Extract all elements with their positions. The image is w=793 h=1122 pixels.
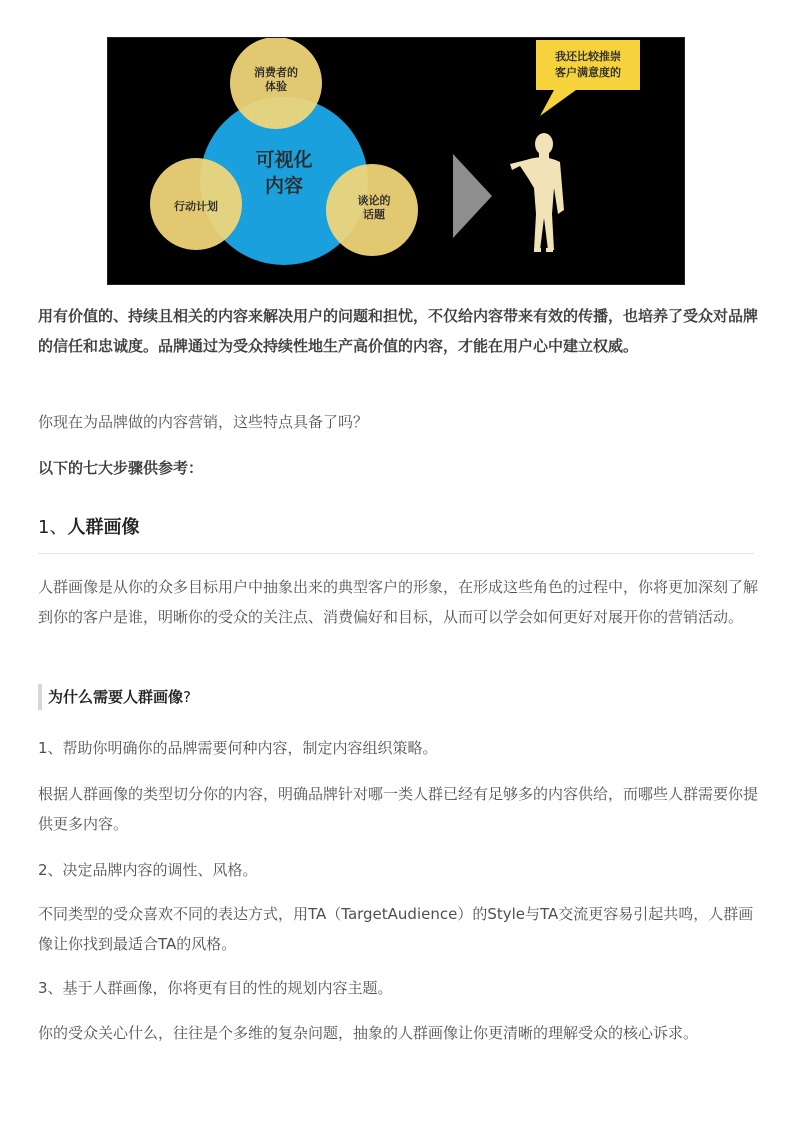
point-1: 1、帮助你明确你的品牌需要何种内容，制定内容组织策略。 [38, 739, 438, 757]
right-circle-line2: 话题 [363, 208, 385, 221]
right-circle-line1: 谈论的 [357, 194, 391, 207]
subsection-mark: ? [183, 688, 191, 706]
venn-diagram [108, 38, 685, 285]
section-title: 人群画像 [67, 517, 140, 538]
point-3-body: 你的受众关心什么，往往是个多维的复杂问题，抽象的人群画像让你更清晰的理解受众的核心诉求。 [38, 1024, 699, 1042]
hero-illustration [107, 37, 685, 285]
point-2: 2、决定品牌内容的调性、风格。 [38, 861, 258, 879]
arrow-icon [453, 154, 492, 238]
section-body: 人群画像是从你的众多目标用户中抽象出来的典型客户的形象，在形成这些角色的过程中，你将更加深刻了解到你的客户是谁，明晰你的受众的关注点、消费偏好和目标，从而可以学会如何更好对展开你的营销活动。 [38, 578, 759, 626]
center-circle-line1: 可视化 [255, 149, 313, 171]
top-circle-line1: 消费者的 [254, 66, 298, 79]
intro-paragraph: 用有价值的、持续且相关的内容来解决用户的问题和担忧，不仅给内容带来有效的传播，也培养了受众对品牌的信任和忠诚度。品牌通过为受众持续性地生产高价值的内容，才能在用户心中建立权威。 [38, 307, 759, 355]
point-3: 3、基于人群画像，你将更有目的性的规划内容主题。 [38, 979, 393, 997]
left-circle-label: 行动计划 [174, 200, 218, 213]
subsection-heading [38, 684, 191, 710]
bubble-line1: 我还比较推崇 [555, 50, 621, 63]
person-icon [510, 133, 564, 252]
bubble-line2: 客户满意度的 [555, 66, 621, 79]
center-circle-line2: 内容 [264, 175, 304, 197]
question-text: 你现在为品牌做的内容营销，这些特点具备了吗？ [38, 413, 369, 431]
top-circle-line2: 体验 [265, 80, 287, 93]
subsection-title: 为什么需要人群画像 [48, 688, 184, 706]
point-1-body: 根据人群画像的类型切分你的内容，明确品牌针对哪一类人群已经有足够多的内容供给，而哪些人群需要你提供更多内容。 [38, 785, 759, 833]
section-number: 1、 [38, 517, 68, 538]
steps-intro: 以下的七大步骤供参考： [38, 459, 204, 477]
point-2-body: 不同类型的受众喜欢不同的表达方式，用TA（TargetAudience）的Style与TA交流更容易引起共鸣，人群画像让你找到最适合TA的风格。 [38, 905, 754, 953]
section-heading [38, 513, 754, 554]
